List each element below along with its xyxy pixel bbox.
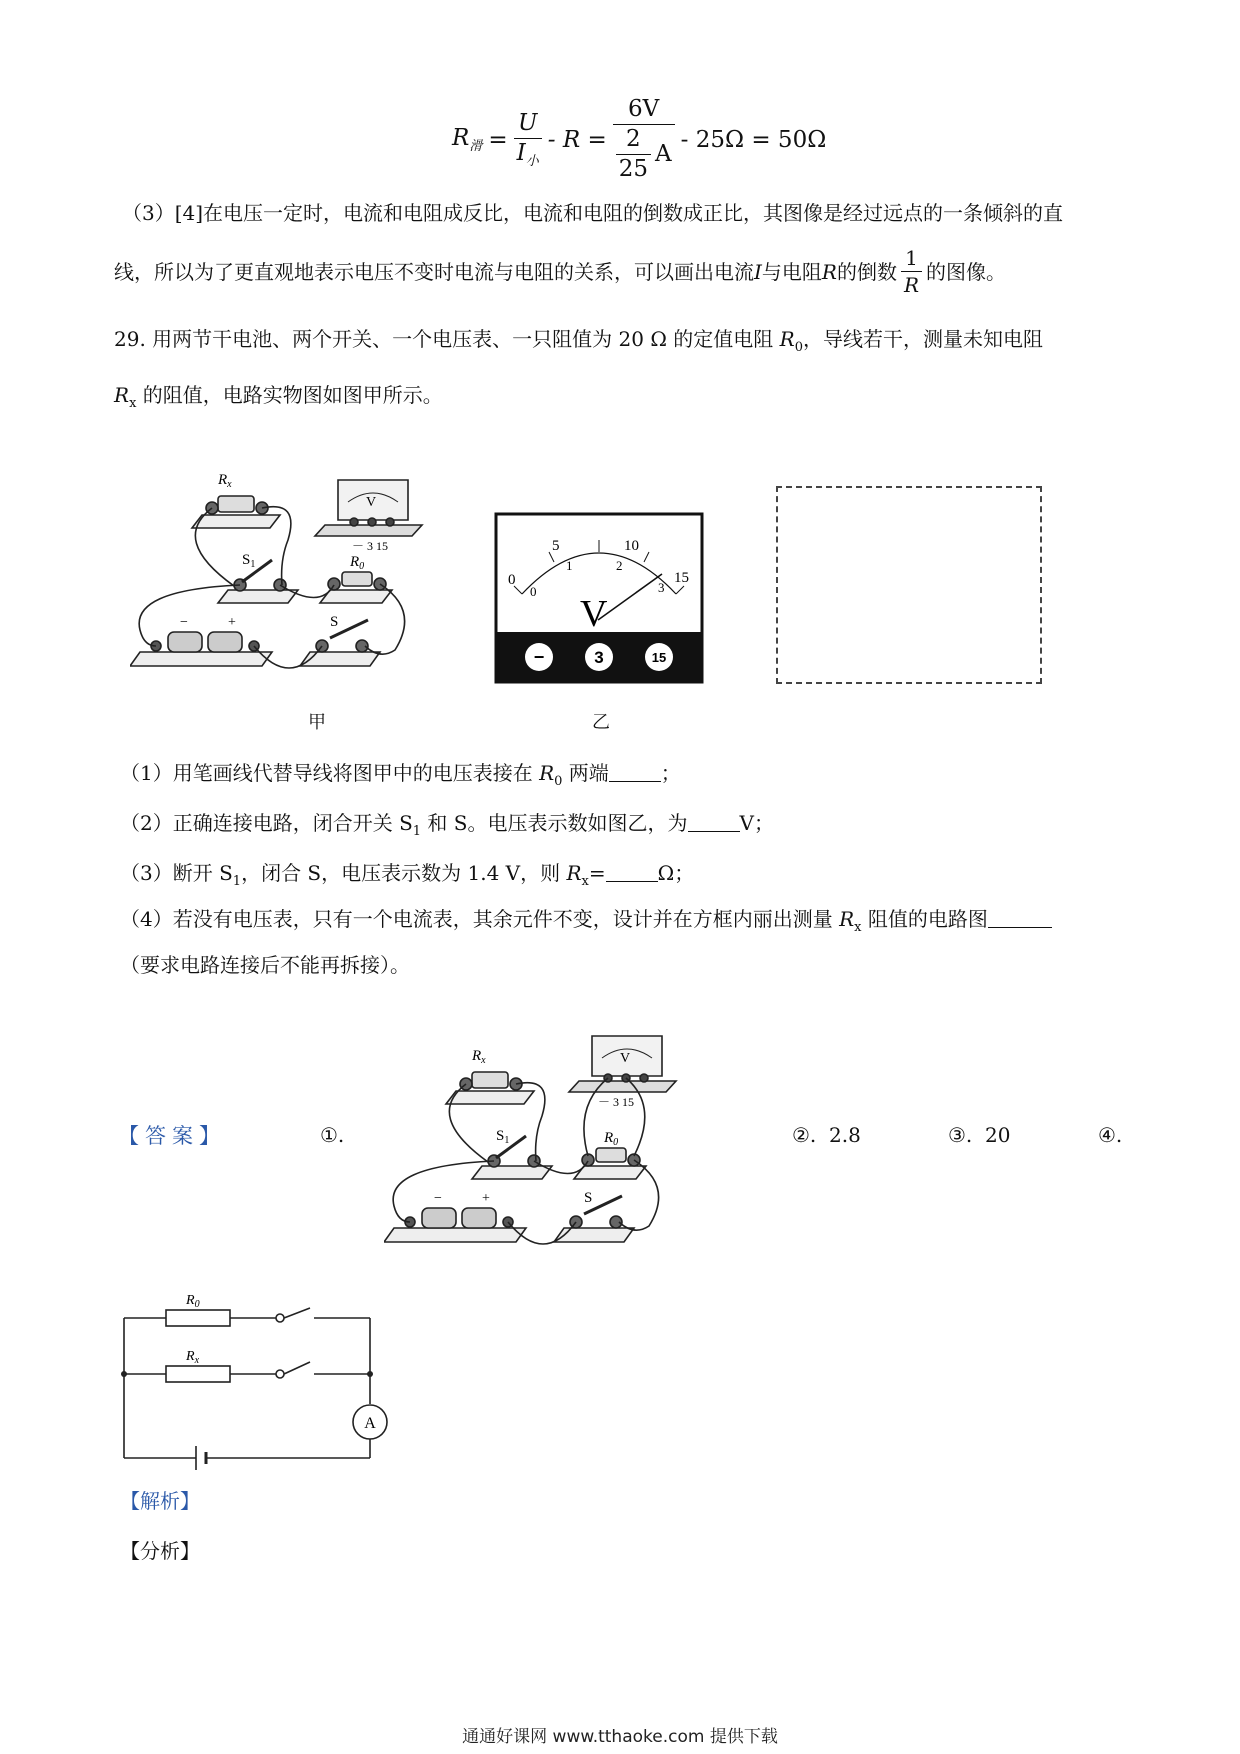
subq-4-line2: （要求电路连接后不能再拆接）。 bbox=[120, 953, 410, 977]
dial-small-1: 1 bbox=[566, 558, 573, 573]
ans-r0-label: $R_0$ bbox=[604, 1130, 619, 1148]
formula-frac-inner: $\frac{2}{25}$ bbox=[616, 128, 651, 181]
dial-small-3: 3 bbox=[658, 580, 665, 595]
terminal-3: 3 bbox=[594, 648, 604, 667]
ans-meter-v: V bbox=[620, 1051, 631, 1066]
q29-line2: $R_x$ 的阻值，电路实物图如图甲所示。 bbox=[114, 383, 443, 411]
q29-line1: 29. 用两节干电池、两个开关、一个电压表、一只阻值为 20 Ω 的定值电阻 $R_0$，导线若干，测量未知电阻 bbox=[114, 327, 1043, 355]
blank-2[interactable] bbox=[688, 813, 740, 832]
dial-big-15: 15 bbox=[674, 570, 689, 586]
subq-1: （1）用笔画线代替导线将图甲中的电压表接在 $R_0$ 两端 ； bbox=[120, 761, 681, 789]
subq-2: （2）正确连接电路，闭合开关 $S_1$ 和 S。电压表示数如图乙，为 V； bbox=[120, 811, 774, 839]
jiexi-header: 【解析】 bbox=[120, 1489, 200, 1513]
jia-meter-v: V bbox=[366, 495, 377, 510]
para3-frac: $\frac{1}{R}$ bbox=[901, 248, 922, 295]
subq-4: （4）若没有电压表，只有一个电流表，其余元件不变，设计并在方框内丽出测量 $R_x$ 阻值的电路图 bbox=[120, 904, 1052, 943]
footer-text: 通通好课网 www.tthaoke.com 提供下载 bbox=[462, 1727, 778, 1747]
jia-s-label: S bbox=[330, 614, 339, 630]
ans-rx-label: $R_x$ bbox=[472, 1048, 486, 1066]
answer-3-value: 20 bbox=[985, 1123, 1011, 1147]
answer-tag: 【答案】 bbox=[118, 1124, 226, 1148]
answer-2: ②. 2.8 bbox=[792, 1123, 861, 1147]
para3-line1: （3）[4]在电压一定时，电流和电阻成反比，电流和电阻的倒数成正比，其图像是经过远点的一条倾斜的直 bbox=[122, 201, 1064, 225]
label-jia: 甲 bbox=[308, 712, 326, 732]
ans-bat-plus: + bbox=[482, 1191, 490, 1206]
formula-frac-main: 6V $\frac{2}{25}$ A bbox=[613, 98, 675, 181]
fenxi-header: 【分析】 bbox=[120, 1539, 200, 1563]
subq-3: （3）断开 $S_1$，闭合 S，电压表示数为 1.4 V，则 $R_x= \Omega$； bbox=[120, 861, 695, 889]
blank-4[interactable] bbox=[988, 909, 1052, 928]
jia-bat-plus: + bbox=[228, 615, 236, 630]
dial-small-0: 0 bbox=[530, 584, 537, 599]
ans-s1-label: $S_1$ bbox=[496, 1128, 510, 1146]
jia-r0-label: $R_0$ bbox=[350, 554, 365, 572]
label-yi: 乙 bbox=[592, 712, 610, 732]
jia-meter-terms: － 3 15 bbox=[352, 539, 389, 553]
circuit-schematic bbox=[116, 1290, 396, 1470]
formula-lhs: $R_滑$ bbox=[452, 125, 483, 154]
formula-frac-ui: $\frac{U}{I_小}$ bbox=[514, 112, 542, 168]
jia-rx-label: $R_x$ bbox=[218, 472, 232, 490]
terminal-15: 15 bbox=[651, 650, 667, 665]
jia-bat-minus: − bbox=[180, 615, 188, 630]
answer-2-value: 2.8 bbox=[829, 1123, 861, 1147]
schem-r0-label: $R_0$ bbox=[186, 1293, 200, 1310]
blank-3[interactable] bbox=[606, 863, 658, 882]
jia-s1-label: $S_1$ bbox=[242, 552, 256, 570]
answer-4: ④. bbox=[1098, 1123, 1123, 1147]
answer-1: ①. bbox=[320, 1123, 345, 1147]
ans-bat-minus: − bbox=[434, 1191, 442, 1206]
terminal-minus: − bbox=[533, 647, 545, 667]
circuit-photo-answer bbox=[384, 1016, 704, 1266]
ans-meter-terms: － 3 15 bbox=[598, 1095, 635, 1109]
formula-tail: - 25Ω = 50Ω bbox=[680, 126, 827, 153]
ammeter-label: A bbox=[364, 1415, 376, 1432]
formula-resistor bbox=[452, 98, 826, 181]
voltmeter-yi bbox=[494, 512, 704, 684]
dashed-answer-box bbox=[776, 486, 1042, 684]
voltmeter-v: V bbox=[580, 593, 608, 635]
circuit-photo-jia bbox=[130, 440, 450, 690]
blank-1[interactable] bbox=[609, 763, 661, 782]
formula-eq: = bbox=[488, 126, 508, 153]
ans-s-label: S bbox=[584, 1190, 593, 1206]
dial-big-0: 0 bbox=[508, 572, 516, 588]
para3-line2: 线，所以为了更直观地表示电压不变时电流与电阻的关系，可以画出电流 I 与电阻 R 的倒数 $\frac{1}{R}$ 的图像。 bbox=[114, 246, 1007, 297]
dial-big-5: 5 bbox=[552, 538, 560, 554]
formula-minus-r: - R = bbox=[547, 126, 607, 153]
answer-3: ③. 20 bbox=[948, 1123, 1011, 1147]
dial-big-10: 10 bbox=[624, 538, 639, 554]
schem-rx-label: $R_x$ bbox=[186, 1349, 200, 1366]
dial-small-2: 2 bbox=[616, 558, 623, 573]
